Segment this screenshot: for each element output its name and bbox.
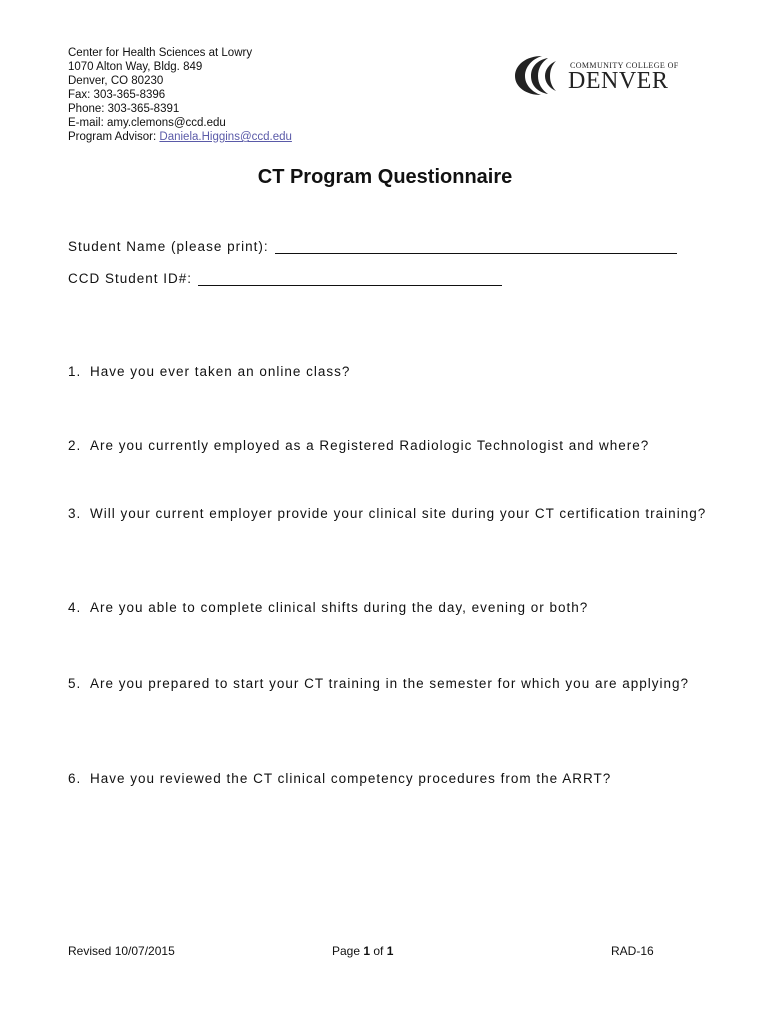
phone-line: Phone: 303-365-8391	[68, 103, 180, 115]
question-item	[68, 769, 708, 788]
fax-line: Fax: 303-365-8396	[68, 89, 166, 101]
question-text: Have you reviewed the CT clinical competency procedures from the ARRT?	[90, 771, 612, 786]
question-item	[68, 436, 708, 455]
page-of: of	[370, 944, 387, 958]
student-id-row	[68, 271, 502, 286]
address-line: Denver, CO 80230	[68, 75, 164, 87]
student-name-label: Student Name (please print):	[68, 239, 269, 254]
advisor-line	[68, 130, 292, 144]
advisor-email-link[interactable]: Daniela.Higgins@ccd.edu	[159, 131, 292, 143]
page-title: CT Program Questionnaire	[257, 166, 513, 188]
address-line: 1070 Alton Way, Bldg. 849	[68, 61, 203, 73]
question-number: 2.	[68, 438, 82, 453]
question-item	[68, 362, 708, 381]
advisor-label: Program Advisor:	[68, 131, 160, 143]
question-number: 3.	[68, 506, 82, 521]
question-item	[68, 598, 708, 617]
student-name-field[interactable]	[275, 239, 677, 254]
question-text: Have you ever taken an online class?	[90, 364, 351, 379]
email-line: E-mail: amy.clemons@ccd.edu	[68, 117, 226, 129]
ccd-swoosh-logo-icon	[512, 52, 572, 98]
question-number: 4.	[68, 600, 82, 615]
question-text: Are you currently employed as a Registered Radiologic Technologist and where?	[90, 438, 650, 453]
address-block	[68, 46, 292, 144]
question-text: Will your current employer provide your clinical site during your CT certification training?	[90, 506, 707, 521]
page-prefix: Page	[332, 944, 364, 958]
student-id-label: CCD Student ID#:	[68, 271, 193, 286]
question-text: Are you prepared to start your CT training in the semester for which you are applying?	[90, 676, 690, 691]
footer-form-code: RAD-16	[611, 944, 654, 958]
question-number: 1.	[68, 364, 82, 379]
address-line: Center for Health Sciences at Lowry	[68, 47, 253, 59]
question-item	[68, 674, 708, 693]
student-name-row	[68, 239, 677, 254]
logo-big-text: DENVER	[568, 68, 669, 94]
footer-page-number	[332, 944, 393, 958]
footer-revised: Revised 10/07/2015	[68, 944, 175, 958]
question-number: 6.	[68, 771, 82, 786]
question-number: 5.	[68, 676, 82, 691]
page-total: 1	[386, 944, 394, 958]
question-item	[68, 504, 708, 523]
question-text: Are you able to complete clinical shifts during the day, evening or both?	[90, 600, 589, 615]
logo-small-text: COMMUNITY COLLEGE OF	[570, 61, 679, 70]
page-current: 1	[363, 944, 371, 958]
college-logo	[512, 52, 682, 98]
student-id-field[interactable]	[198, 271, 502, 286]
